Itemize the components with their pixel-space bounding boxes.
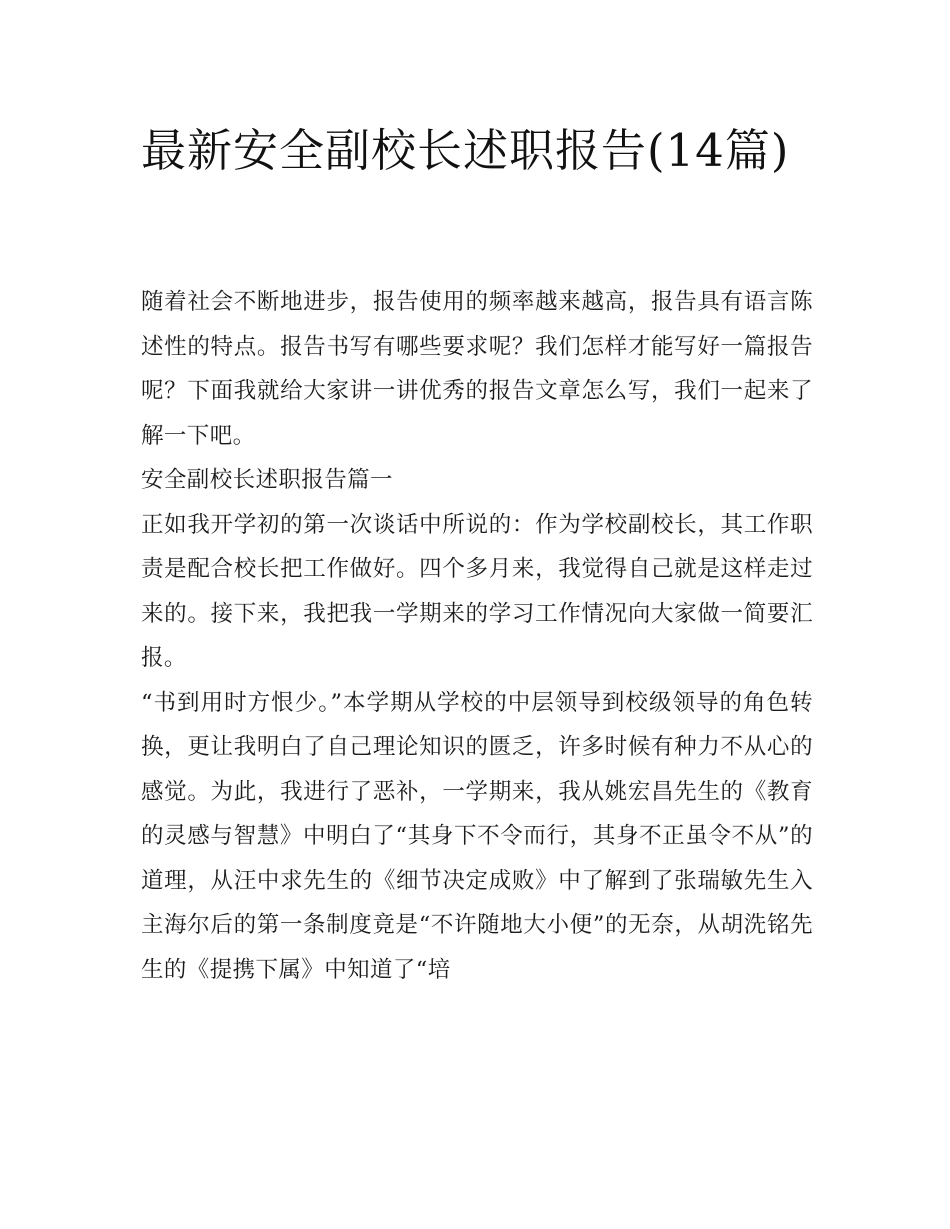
intro-paragraph: 随着社会不断地进步，报告使用的频率越来越高，报告具有语言陈述性的特点。报告书写有哪些要求呢？我们怎样才能写好一篇报告呢？下面我就给大家讲一讲优秀的报告文章怎么写，我们一起来了解一下吧。 — [141, 289, 813, 449]
document-title: 最新安全副校长述职报告(14篇) — [141, 124, 790, 177]
document-body — [141, 280, 813, 992]
body-paragraph: 正如我开学初的第一次谈话中所说的：作为学校副校长，其工作职责是配合校长把工作做好。四个多月来，我觉得自己就是这样走过来的。接下来，我把我一学期来的学习工作情况向大家做一简要汇报。 — [141, 511, 813, 671]
body-paragraph: “书到用时方恨少。”本学期从学校的中层领导到校级领导的角色转换，更让我明白了自己理论知识的匮乏，许多时候有种力不从心的感觉。为此，我进行了恶补，一学期来，我从姚宏昌先生的《教育的灵感与智慧》中明白了“其身下不令而行，其身不正虽令不从”的道理，从汪中求先生的《细节决定成败》中了解到了张瑞敏先生入主海尔后的第一条制度竟是“不许随地大小便”的无奈，从胡洗铭先生的《提携下属》中知道了“培 — [141, 689, 813, 983]
section-heading: 安全副校长述职报告篇一 — [141, 467, 393, 493]
